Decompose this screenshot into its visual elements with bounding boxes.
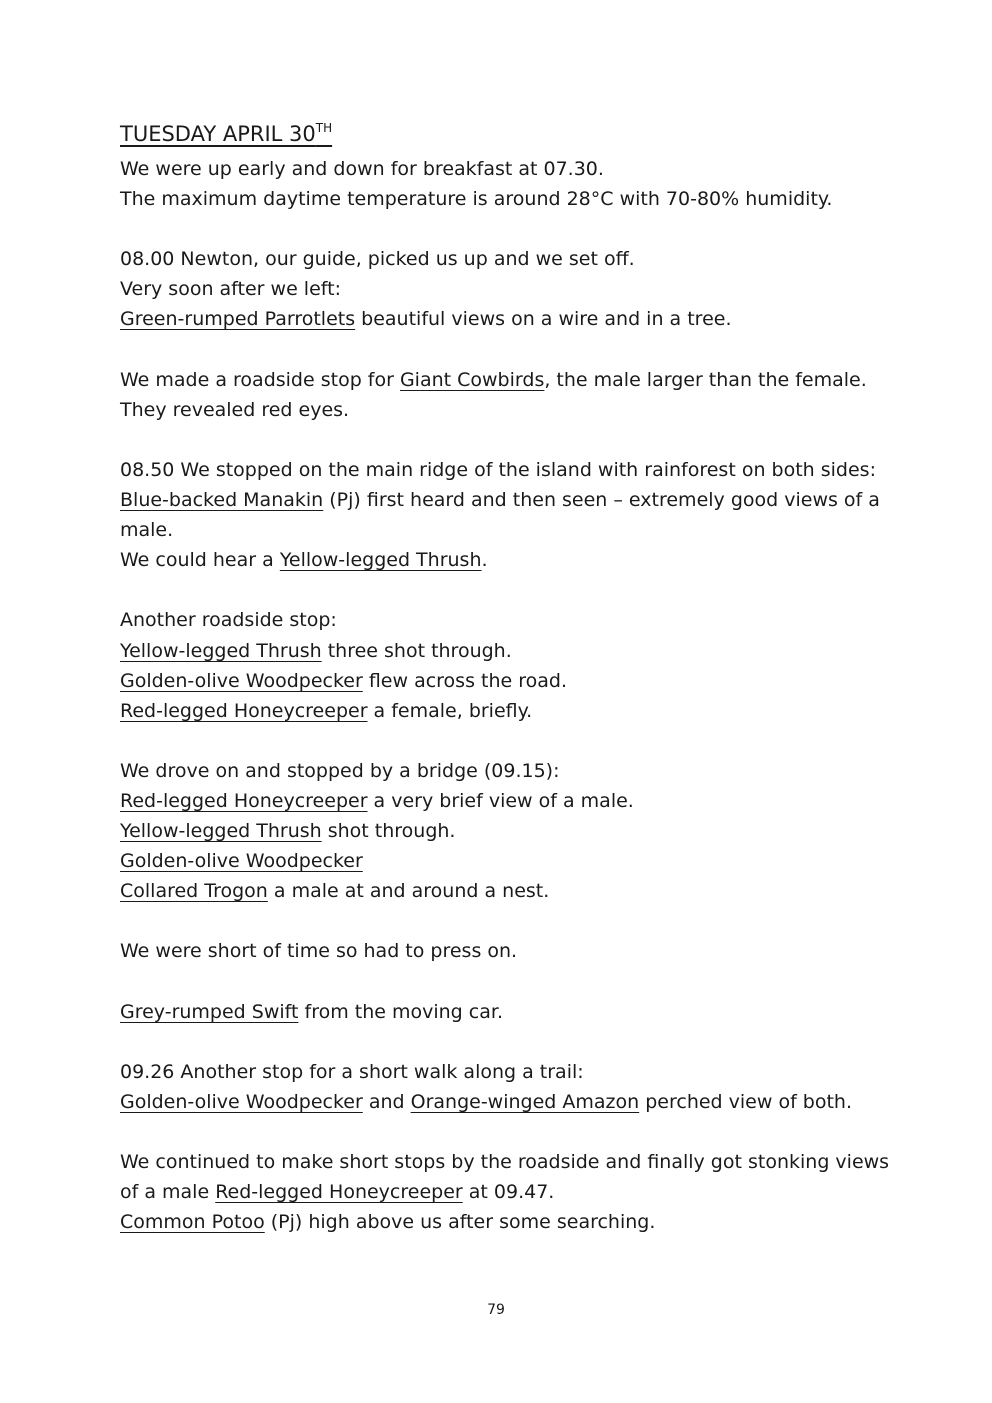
bird-species-name: Golden-olive Woodpecker	[120, 669, 363, 692]
diary-line	[120, 1177, 910, 1207]
bird-species-name: Orange-winged Amazon	[410, 1090, 640, 1113]
diary-text-segment: a male at and around a nest.	[267, 880, 550, 903]
blank-line	[120, 335, 910, 365]
diary-text-segment: male.	[120, 519, 174, 542]
diary-text-segment: .	[481, 549, 488, 572]
bird-species-name: Red-legged Honeycreeper	[120, 699, 368, 722]
blank-line	[120, 726, 910, 756]
diary-text-segment: We could hear a	[120, 549, 280, 572]
blank-line	[120, 575, 910, 605]
diary-line	[120, 304, 910, 334]
diary-text-segment: shot through.	[321, 820, 456, 843]
diary-text-segment: (Pj) high above us after some searching.	[264, 1211, 656, 1234]
diary-text-segment: of a male	[120, 1181, 216, 1204]
diary-text-segment: and	[362, 1090, 411, 1113]
diary-text-segment: three shot through.	[321, 639, 512, 662]
diary-line	[120, 936, 910, 966]
diary-line	[120, 274, 910, 304]
diary-line	[120, 1207, 910, 1237]
diary-line	[120, 666, 910, 696]
diary-text-segment: We were short of time so had to press on.	[120, 940, 518, 963]
diary-text-segment: 08.50 We stopped on the main ridge of the island with rainforest on both sides:	[120, 458, 876, 481]
bird-species-name: Red-legged Honeycreeper	[215, 1181, 463, 1204]
bird-species-name: Yellow-legged Thrush	[279, 549, 482, 572]
diary-line	[120, 395, 910, 425]
diary-line	[120, 605, 910, 635]
bird-species-name: Red-legged Honeycreeper	[120, 789, 368, 812]
diary-line	[120, 786, 910, 816]
diary-text-segment: a female, briefly.	[367, 699, 533, 722]
diary-line	[120, 154, 910, 184]
day-heading-title	[120, 122, 332, 146]
bird-species-name: Common Potoo	[120, 1211, 265, 1234]
page-body	[120, 118, 910, 1237]
day-heading	[120, 118, 910, 150]
blank-line	[120, 214, 910, 244]
diary-line	[120, 184, 910, 214]
diary-text-segment: beautiful views on a wire and in a tree.	[355, 308, 732, 331]
diary-text-segment: Very soon after we left:	[120, 278, 341, 301]
diary-text-segment: flew across the road.	[362, 669, 568, 692]
day-heading-ordinal: TH	[315, 121, 333, 135]
diary-text-segment: (Pj) first heard and then seen – extremely good views of a	[323, 489, 880, 512]
diary-line	[120, 1087, 910, 1117]
diary-line	[120, 1147, 910, 1177]
bird-species-name: Golden-olive Woodpecker	[120, 850, 363, 873]
diary-text-segment: 09.26 Another stop for a short walk along a trail:	[120, 1060, 584, 1083]
bird-species-name: Blue-backed Manakin	[120, 489, 324, 512]
bird-species-name: Yellow-legged Thrush	[120, 639, 322, 662]
diary-text-segment: We made a roadside stop for	[120, 368, 400, 391]
blank-line	[120, 967, 910, 997]
diary-line	[120, 876, 910, 906]
diary-line	[120, 696, 910, 726]
bird-species-name: Yellow-legged Thrush	[120, 820, 322, 843]
diary-line	[120, 455, 910, 485]
diary-line	[120, 636, 910, 666]
diary-line	[120, 1057, 910, 1087]
diary-line	[120, 545, 910, 575]
day-heading-text: TUESDAY APRIL 30	[120, 122, 316, 146]
bird-species-name: Giant Cowbirds	[399, 368, 545, 391]
blank-line	[120, 1117, 910, 1147]
diary-line	[120, 365, 910, 395]
diary-text	[120, 154, 910, 1237]
diary-line	[120, 997, 910, 1027]
diary-line	[120, 244, 910, 274]
diary-text-segment: We continued to make short stops by the roadside and finally got stonking views	[120, 1151, 890, 1174]
diary-text-segment: at 09.47.	[462, 1181, 555, 1204]
diary-line	[120, 816, 910, 846]
diary-text-segment: Another roadside stop:	[120, 609, 337, 632]
diary-text-segment: from the moving car.	[298, 1000, 503, 1023]
diary-line	[120, 756, 910, 786]
diary-text-segment: a very brief view of a male.	[367, 789, 634, 812]
blank-line	[120, 906, 910, 936]
page-number: 79	[487, 1302, 505, 1318]
diary-text-segment: , the male larger than the female.	[544, 368, 867, 391]
diary-text-segment: They revealed red eyes.	[120, 398, 350, 421]
diary-text-segment: We were up early and down for breakfast at 07.30.	[120, 158, 604, 180]
bird-species-name: Grey-rumped Swift	[120, 1000, 299, 1023]
bird-species-name: Green-rumped Parrotlets	[120, 308, 356, 331]
diary-line	[120, 515, 910, 545]
bird-species-name: Golden-olive Woodpecker	[120, 1090, 363, 1113]
blank-line	[120, 425, 910, 455]
blank-line	[120, 1027, 910, 1057]
diary-text-segment: 08.00 Newton, our guide, picked us up and we set off.	[120, 248, 635, 271]
diary-text-segment: perched view of both.	[639, 1090, 853, 1113]
diary-line	[120, 846, 910, 876]
diary-text-segment: We drove on and stopped by a bridge (09.15):	[120, 759, 560, 782]
bird-species-name: Collared Trogon	[120, 880, 268, 903]
diary-line	[120, 485, 910, 515]
diary-text-segment: The maximum daytime temperature is around 28°C with 70-80% humidity.	[120, 188, 833, 211]
